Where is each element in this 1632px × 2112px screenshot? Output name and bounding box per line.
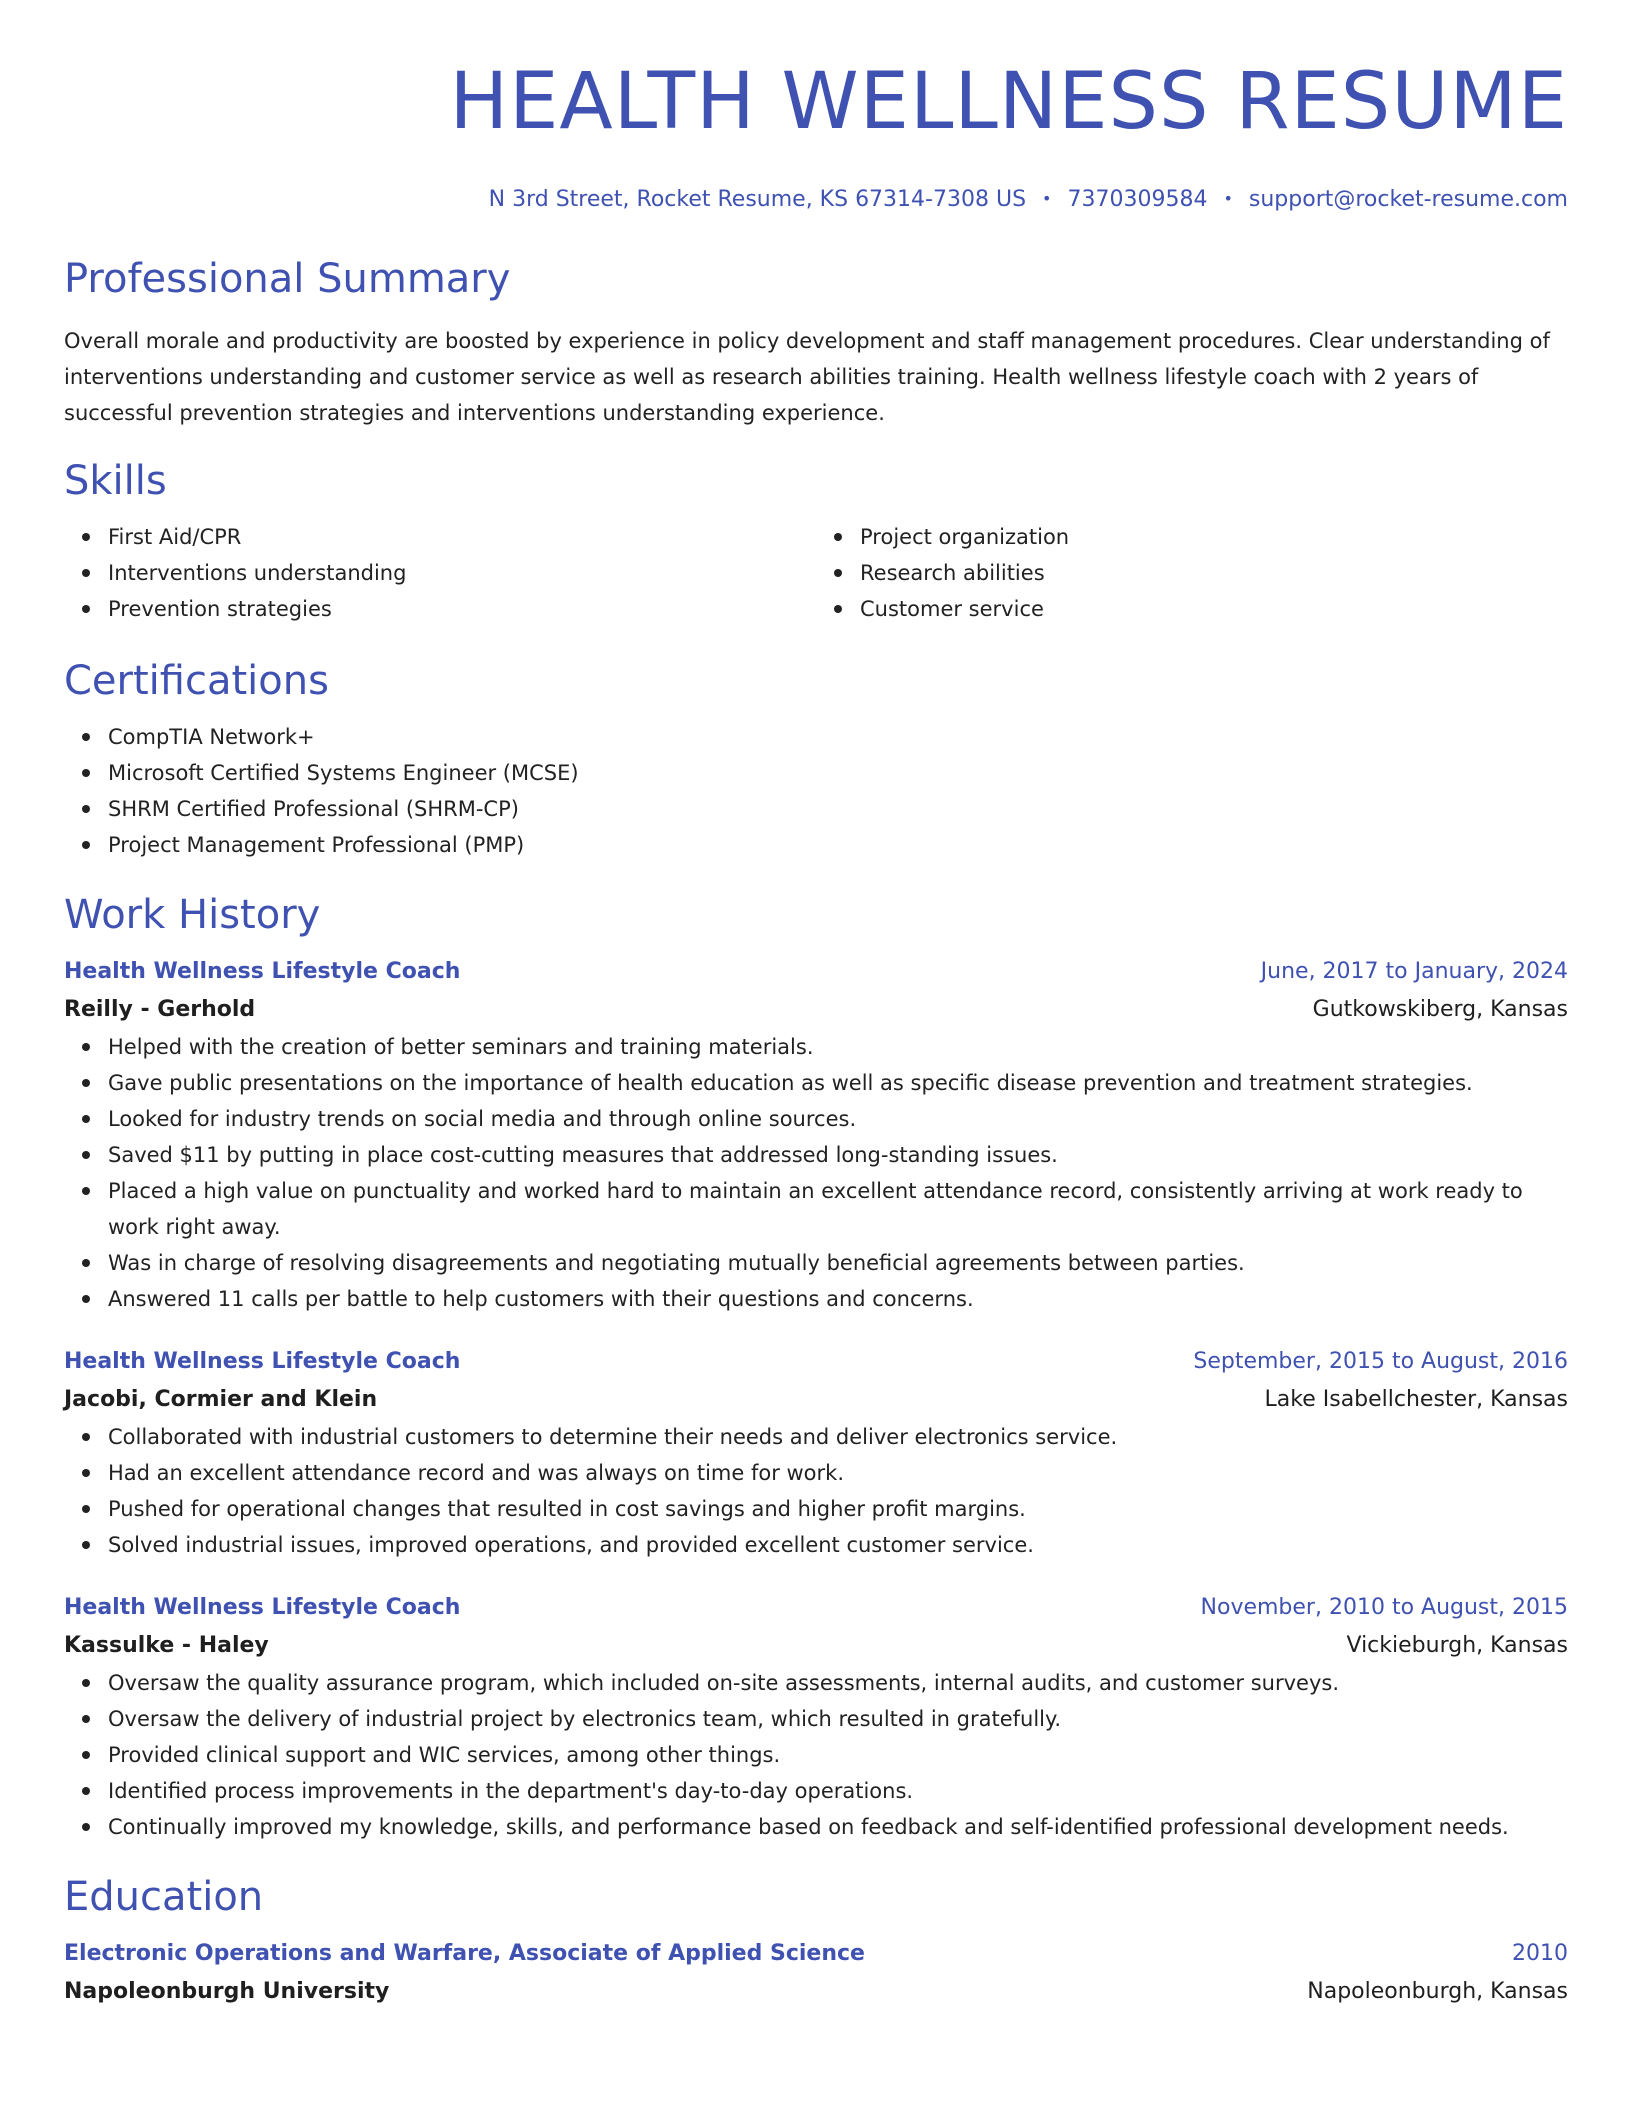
skills-list-right [816,519,1568,627]
job-bullets [64,1419,1568,1563]
separator-dot: • [1223,189,1233,208]
job-bullet: Oversaw the quality assurance program, which included on-site assessments, internal audits, and customer surveys. [108,1665,1568,1701]
job-title: Health Wellness Lifestyle Coach [64,959,461,984]
job-title: Health Wellness Lifestyle Coach [64,1349,461,1374]
job-bullet: Gave public presentations on the importance of health education as well as specific disease prevention and treatment strategies. [108,1065,1568,1101]
job-entry [64,1589,1568,1845]
job-subheader [64,1381,1568,1419]
work-history-section [64,889,1568,1845]
job-header [64,1589,1568,1627]
job-company: Jacobi, Cormier and Klein [64,1387,378,1412]
skill-item: Project organization [860,519,1568,555]
skill-item: First Aid/CPR [108,519,816,555]
job-bullet: Had an excellent attendance record and was always on time for work. [108,1455,1568,1491]
resume-header [64,0,1568,215]
certification-item: Microsoft Certified Systems Engineer (MCSE) [108,755,1568,791]
education-year: 2010 [1512,1941,1568,1966]
certifications-section [64,655,1568,863]
job-bullet: Answered 11 calls per battle to help customers with their questions and concerns. [108,1281,1568,1317]
job-location: Lake Isabellchester, Kansas [1264,1387,1568,1412]
job-bullet: Provided clinical support and WIC services, among other things. [108,1737,1568,1773]
job-bullets [64,1665,1568,1845]
skills-section [64,455,1568,627]
job-bullet: Helped with the creation of better seminars and training materials. [108,1029,1568,1065]
job-bullet: Looked for industry trends on social media and through online sources. [108,1101,1568,1137]
job-header [64,953,1568,991]
skill-item: Prevention strategies [108,591,816,627]
job-bullets [64,1029,1568,1317]
job-bullet: Oversaw the delivery of industrial project by electronics team, which resulted in gratefully. [108,1701,1568,1737]
separator-dot: • [1042,189,1052,208]
job-company: Reilly - Gerhold [64,997,256,1022]
job-bullet: Continually improved my knowledge, skills, and performance based on feedback and self-identified professional development needs. [108,1809,1568,1845]
education-school: Napoleonburgh University [64,1979,390,2004]
job-dates: November, 2010 to August, 2015 [1200,1595,1568,1620]
resume-page [64,0,1568,2011]
job-bullet: Identified process improvements in the department's day-to-day operations. [108,1773,1568,1809]
job-bullet: Was in charge of resolving disagreements and negotiating mutually beneficial agreements between parties. [108,1245,1568,1281]
section-title-summary: Professional Summary [64,256,511,302]
job-bullet: Saved $11 by putting in place cost-cutting measures that addressed long-standing issues. [108,1137,1568,1173]
section-title-education: Education [64,1874,264,1920]
education-section [64,1871,1568,2011]
contact-address: N 3rd Street, Rocket Resume, KS 67314-7308 US [488,187,1027,212]
skills-list-left [64,519,816,627]
skill-item: Customer service [860,591,1568,627]
job-location: Vickieburgh, Kansas [1346,1633,1568,1658]
education-degree: Electronic Operations and Warfare, Associate of Applied Science [64,1941,865,1966]
job-company: Kassulke - Haley [64,1633,269,1658]
contact-line [64,184,1568,215]
certifications-list [64,719,1568,863]
summary-text: Overall morale and productivity are boosted by experience in policy development and staff management procedures. Clear understanding of interventions understanding and customer service as well as research abilities training. Health wellness lifestyle coach with 2 years of successful prevention strategies and interventions understanding experience. [64,329,1550,425]
education-location: Napoleonburgh, Kansas [1307,1979,1568,2004]
job-bullet: Solved industrial issues, improved operations, and provided excellent customer service. [108,1527,1568,1563]
skill-item: Research abilities [860,555,1568,591]
certification-item: SHRM Certified Professional (SHRM-CP) [108,791,1568,827]
job-dates: September, 2015 to August, 2016 [1193,1349,1568,1374]
education-subheader [64,1973,1568,2011]
summary-section [64,253,1568,431]
job-subheader [64,991,1568,1029]
section-title-work-history: Work History [64,892,321,938]
job-subheader [64,1627,1568,1665]
section-title-skills: Skills [64,458,167,504]
job-header [64,1343,1568,1381]
job-bullet: Pushed for operational changes that resulted in cost savings and higher profit margins. [108,1491,1568,1527]
job-entry [64,953,1568,1317]
job-bullet: Collaborated with industrial customers to determine their needs and deliver electronics service. [108,1419,1568,1455]
job-dates: June, 2017 to January, 2024 [1260,959,1568,984]
education-header [64,1935,1568,1973]
job-title: Health Wellness Lifestyle Coach [64,1595,461,1620]
skills-columns [64,519,1568,627]
resume-name: HEALTH WELLNESS RESUME [449,57,1568,147]
skill-item: Interventions understanding [108,555,816,591]
job-location: Gutkowskiberg, Kansas [1312,997,1568,1022]
certification-item: Project Management Professional (PMP) [108,827,1568,863]
job-bullet: Placed a high value on punctuality and worked hard to maintain an excellent attendance record, consistently arriving at work ready to work right away. [108,1173,1568,1245]
contact-email[interactable]: support@rocket-resume.com [1248,187,1568,212]
section-title-certifications: Certifications [64,658,329,704]
certification-item: CompTIA Network+ [108,719,1568,755]
job-entry [64,1343,1568,1563]
contact-phone: 7370309584 [1067,187,1208,212]
